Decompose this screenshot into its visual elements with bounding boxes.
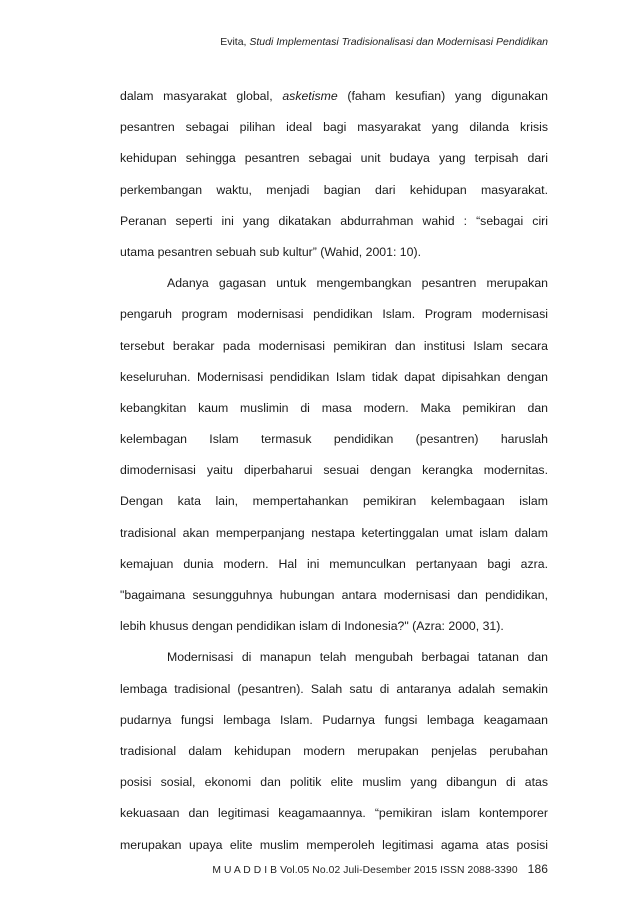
header-title: Studi Implementasi Tradisionalisasi dan Modernisasi Pendidikan [249,36,548,48]
header-author: Evita, [220,36,247,48]
running-footer [0,862,548,876]
text-line: merupakan upaya elite muslim memperoleh legitimasi agama atas posisi [120,837,548,852]
text-line: Peranan seperti ini yang dikatakan abdurrahman wahid : “sebagai ciri [120,213,548,228]
text-line: kelembagan Islam termasuk pendidikan (pesantren) haruslah [120,432,548,447]
text-line: pudarnya fungsi lembaga Islam. Pudarnya fungsi lembaga keagamaan [120,712,548,727]
text-line: "bagaimana sesungguhnya hubungan antara modernisasi dan pendidikan, [120,588,548,602]
text-line: kehidupan sehingga pesantren sebagai unit budaya yang terpisah dari [120,151,548,166]
text-line: lembaga tradisional (pesantren). Salah satu di antaranya adalah semakin [120,681,548,696]
text-line: tradisional akan memperpanjang nestapa ketertinggalan umat islam dalam [120,525,548,540]
text-line: perkembangan waktu, menjadi bagian dari kehidupan masyarakat. [120,182,548,197]
text-line: tersebut berakar pada modernisasi pemikiran dan institusi Islam secara [120,338,548,353]
text-line: pesantren sebagai pilihan ideal bagi masyarakat yang dilanda krisis [120,120,548,135]
text-line: dimodernisasi yaitu diperbaharui sesuai dengan kerangka modernitas. [120,463,548,478]
page-number: 186 [527,862,548,876]
italic-term: asketisme [282,89,338,103]
text-line: tradisional dalam kehidupan modern merupakan penjelas perubahan [120,743,548,758]
article-body [120,86,548,866]
text-line: Modernisasi di manapun telah mengubah berbagai tatanan dan [167,650,548,665]
text-line: Dengan kata lain, mempertahankan pemikiran kelembagaan islam [120,494,548,509]
text-line: Adanya gagasan untuk mengembangkan pesantren merupakan [167,276,548,291]
text-line: pengaruh program modernisasi pendidikan Islam. Program modernisasi [120,307,548,322]
running-header [0,36,548,48]
text-line: lebih khusus dengan pendidikan islam di Indonesia?" (Azra: 2000, 31). [120,619,504,634]
text-line: kebangkitan kaum muslimin di masa modern. Maka pemikiran dan [120,400,548,415]
text-line: kemajuan dunia modern. Hal ini memunculkan pertanyaan bagi azra. [120,556,548,571]
journal-info: M U A D D I B Vol.05 No.02 Juli-Desember 2015 ISSN 2088-3390 [212,865,518,876]
text-line: kekuasaan dan legitimasi keagamaannya. “pemikiran islam kontemporer [120,806,548,821]
text-line: dalam masyarakat global, asketisme (faham kesufian) yang digunakan [120,89,548,103]
text-line: keseluruhan. Modernisasi pendidikan Islam tidak dapat dipisahkan dengan [120,369,548,384]
text-line: utama pesantren sebuah sub kultur” (Wahid, 2001: 10). [120,244,421,259]
text-line: posisi sosial, ekonomi dan politik elite muslim yang dibangun di atas [120,775,548,790]
